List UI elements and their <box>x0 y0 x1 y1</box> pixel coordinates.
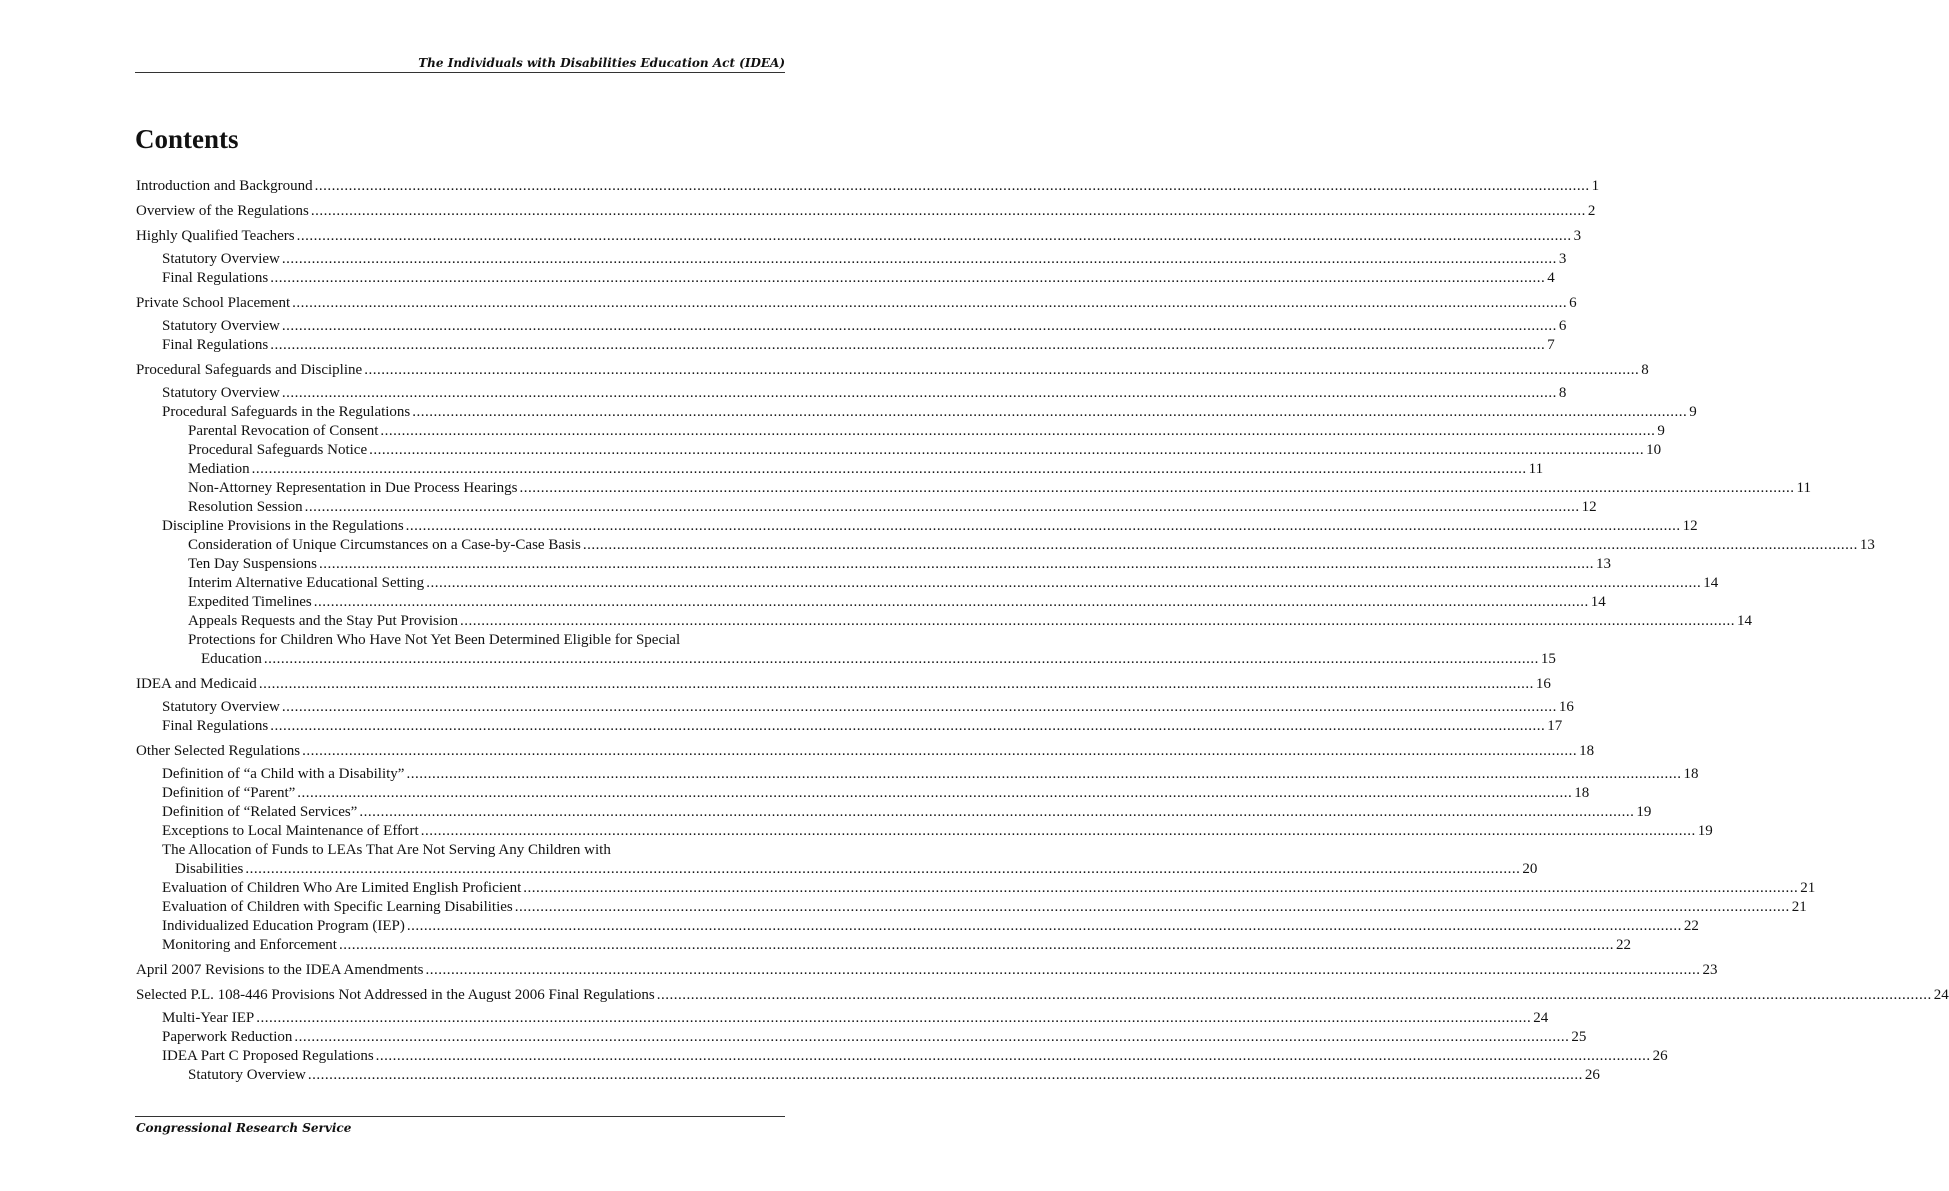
dot-leader: ............................................................................................................................................................................................................................................................................................................ <box>294 1029 1570 1045</box>
toc-page-number: 7 <box>1547 337 1555 353</box>
toc-entry-title: Selected P.L. 108-446 Provisions Not Addressed in the August 2006 Final Regulations <box>136 987 655 1003</box>
toc-page-number: 18 <box>1574 785 1590 801</box>
toc-page-number: 6 <box>1569 295 1577 311</box>
toc-entry[interactable] <box>136 675 1551 694</box>
dot-leader: ............................................................................................................................................................................................................................................................................................................ <box>582 537 1858 553</box>
toc-entry-title: Monitoring and Enforcement <box>162 937 337 953</box>
dot-leader: ............................................................................................................................................................................................................................................................................................................ <box>245 861 1521 877</box>
toc-entry[interactable] <box>136 361 1649 380</box>
toc-entry-title: Interim Alternative Educational Setting <box>188 575 425 591</box>
toc-entry-title: Procedural Safeguards Notice <box>188 442 368 458</box>
toc-entry-title: Other Selected Regulations <box>136 743 301 759</box>
toc-entry-title: Exceptions to Local Maintenance of Effort <box>162 823 419 839</box>
toc-entry[interactable] <box>136 574 1719 593</box>
toc-entry-title: Mediation <box>188 461 250 477</box>
toc-entry-title: IDEA Part C Proposed Regulations <box>162 1048 374 1064</box>
dot-leader: ............................................................................................................................................................................................................................................................................................................ <box>426 575 1702 591</box>
toc-entry-title: Highly Qualified Teachers <box>136 228 295 244</box>
dot-leader: ............................................................................................................................................................................................................................................................................................................ <box>281 318 1557 334</box>
toc-entry-title: Overview of the Regulations <box>136 203 309 219</box>
toc-entry-title: Resolution Session <box>188 499 303 515</box>
toc-page-number: 20 <box>1522 861 1538 877</box>
toc-page-number: 2 <box>1587 203 1596 219</box>
toc-entry-title: Consideration of Unique Circumstances on a Case-by-Case Basis <box>188 537 581 553</box>
toc-page-number: 22 <box>1683 918 1699 934</box>
toc-page-number: 14 <box>1703 575 1719 591</box>
toc-entry[interactable] <box>136 384 1567 403</box>
toc-entry[interactable] <box>136 441 1662 460</box>
running-header-title: The Individuals with Disabilities Education Act (IDEA) <box>418 56 785 70</box>
toc-entry[interactable] <box>136 765 1699 784</box>
toc-entry[interactable] <box>136 961 1718 980</box>
toc-page-number: 19 <box>1697 823 1713 839</box>
toc-page-number: 12 <box>1581 499 1597 515</box>
toc-page-number: 13 <box>1595 556 1611 572</box>
toc-page-number: 11 <box>1528 461 1544 477</box>
toc-page-number: 10 <box>1646 442 1662 458</box>
toc-entry[interactable] <box>136 336 1555 355</box>
toc-page-number: 19 <box>1636 804 1652 820</box>
toc-page-number: 8 <box>1558 385 1567 401</box>
toc-page-number: 6 <box>1558 318 1567 334</box>
dot-leader: ............................................................................................................................................................................................................................................................................................................ <box>281 251 1557 267</box>
toc-page-number: 8 <box>1641 362 1649 378</box>
toc-page-number: 22 <box>1615 937 1631 953</box>
dot-leader: ............................................................................................................................................................................................................................................................................................................ <box>256 1010 1532 1026</box>
toc-entry[interactable] <box>136 698 1574 717</box>
dot-leader: ............................................................................................................................................................................................................................................................................................................ <box>656 987 1932 1003</box>
toc-entry[interactable] <box>136 742 1595 761</box>
toc-entry-title: Multi-Year IEP <box>162 1010 255 1026</box>
toc-entry-title: Evaluation of Children with Specific Learning Disabilities <box>162 899 513 915</box>
toc-entry-continuation: Disabilities <box>175 861 244 877</box>
dot-leader: ............................................................................................................................................................................................................................................................................................................ <box>313 594 1589 610</box>
toc-entry-title: Discipline Provisions in the Regulations <box>162 518 404 534</box>
dot-leader: ............................................................................................................................................................................................................................................................................................................ <box>258 676 1534 692</box>
toc-entry[interactable] <box>136 593 1606 612</box>
toc-entry-title: Final Regulations <box>162 718 269 734</box>
dot-leader: ............................................................................................................................................................................................................................................................................................................ <box>292 295 1568 311</box>
dot-leader: ............................................................................................................................................................................................................................................................................................................ <box>406 766 1682 782</box>
toc-entry[interactable] <box>136 612 1752 631</box>
toc-page-number: 24 <box>1933 987 1949 1003</box>
dot-leader: ............................................................................................................................................................................................................................................................................................................ <box>270 270 1546 286</box>
dot-leader: ............................................................................................................................................................................................................................................................................................................ <box>359 804 1635 820</box>
toc-entry-title: Appeals Requests and the Stay Put Provision <box>188 613 458 629</box>
dot-leader: ............................................................................................................................................................................................................................................................................................................ <box>263 651 1539 667</box>
dot-leader: ............................................................................................................................................................................................................................................................................................................ <box>307 1067 1583 1083</box>
dot-leader: ............................................................................................................................................................................................................................................................................................................ <box>406 918 1682 934</box>
toc-entry-title: Parental Revocation of Consent <box>188 423 379 439</box>
toc-entry-title: Private School Placement <box>136 295 291 311</box>
dot-leader: ............................................................................................................................................................................................................................................................................................................ <box>318 556 1594 572</box>
dot-leader: ............................................................................................................................................................................................................................................................................................................ <box>302 743 1578 759</box>
dot-leader: ............................................................................................................................................................................................................................................................................................................ <box>281 699 1557 715</box>
dot-leader: ............................................................................................................................................................................................................................................................................................................ <box>314 178 1590 194</box>
toc-entry[interactable] <box>136 422 1665 441</box>
toc-entry-title: Non-Attorney Representation in Due Process Hearings <box>188 480 518 496</box>
toc-entry-title: IDEA and Medicaid <box>136 676 257 692</box>
dot-leader: ............................................................................................................................................................................................................................................................................................................ <box>369 442 1645 458</box>
dot-leader: ............................................................................................................................................................................................................................................................................................................ <box>310 203 1586 219</box>
toc-page-number: 21 <box>1791 899 1807 915</box>
toc-entry-title: Statutory Overview <box>188 1067 306 1083</box>
toc-entry-title: Definition of “Parent” <box>162 785 296 801</box>
dot-leader: ............................................................................................................................................................................................................................................................................................................ <box>251 461 1527 477</box>
toc-entry[interactable] <box>136 202 1596 221</box>
toc-entry[interactable] <box>136 986 1949 1005</box>
toc-page-number: 18 <box>1683 766 1699 782</box>
toc-entry-continuation: Education <box>201 651 262 667</box>
toc-entry[interactable] <box>136 517 1698 536</box>
toc-entry[interactable] <box>136 177 1600 196</box>
toc-page-number: 12 <box>1682 518 1698 534</box>
toc-entry[interactable] <box>136 898 1807 917</box>
toc-entry[interactable] <box>136 536 1875 555</box>
toc-entry[interactable] <box>136 803 1652 822</box>
toc-page-number: 3 <box>1558 251 1567 267</box>
toc-entry[interactable] <box>136 936 1631 955</box>
toc-page-number: 1 <box>1591 178 1600 194</box>
toc-entry[interactable] <box>136 822 1713 841</box>
toc-page-number: 9 <box>1689 404 1697 420</box>
toc-entry-title: Paperwork Reduction <box>162 1029 293 1045</box>
toc-page-number: 3 <box>1573 228 1582 244</box>
dot-leader: ............................................................................................................................................................................................................................................................................................................ <box>412 404 1688 420</box>
toc-entry-title: Statutory Overview <box>162 318 280 334</box>
toc-entry-title: Introduction and Background <box>136 178 313 194</box>
dot-leader: ............................................................................................................................................................................................................................................................................................................ <box>281 385 1557 401</box>
toc-entry[interactable] <box>136 784 1590 803</box>
footer-text: Congressional Research Service <box>136 1121 352 1135</box>
dot-leader: ............................................................................................................................................................................................................................................................................................................ <box>523 880 1799 896</box>
toc-entry-title: Evaluation of Children Who Are Limited English Proficient <box>162 880 522 896</box>
table-of-contents <box>136 177 1949 1085</box>
toc-entry-title: April 2007 Revisions to the IDEA Amendments <box>136 962 424 978</box>
toc-page-number: 15 <box>1540 651 1556 667</box>
toc-entry-title: Procedural Safeguards and Discipline <box>136 362 363 378</box>
toc-entry-title: Statutory Overview <box>162 385 280 401</box>
toc-entry[interactable] <box>136 555 1611 574</box>
toc-entry[interactable] <box>136 479 1811 498</box>
footer-rule <box>135 1116 785 1117</box>
toc-entry[interactable] <box>136 860 1538 879</box>
dot-leader: ............................................................................................................................................................................................................................................................................................................ <box>338 937 1614 953</box>
dot-leader: ............................................................................................................................................................................................................................................................................................................ <box>425 962 1701 978</box>
toc-entry[interactable] <box>136 317 1567 336</box>
toc-entry[interactable] <box>136 1047 1668 1066</box>
toc-entry[interactable] <box>136 1066 1600 1085</box>
dot-leader: ............................................................................................................................................................................................................................................................................................................ <box>270 718 1546 734</box>
toc-entry[interactable] <box>136 250 1567 269</box>
toc-page-number: 25 <box>1571 1029 1587 1045</box>
toc-page-number: 24 <box>1533 1010 1549 1026</box>
toc-page-number: 21 <box>1800 880 1816 896</box>
toc-page-number: 26 <box>1652 1048 1668 1064</box>
toc-entry[interactable] <box>136 498 1597 517</box>
toc-entry[interactable] <box>136 403 1697 422</box>
toc-entry-title: Definition of “Related Services” <box>162 804 358 820</box>
toc-page-number: 16 <box>1558 699 1574 715</box>
toc-page-number: 16 <box>1535 676 1551 692</box>
toc-entry[interactable] <box>136 1009 1549 1028</box>
toc-entry[interactable] <box>136 460 1544 479</box>
toc-entry-title: Ten Day Suspensions <box>188 556 317 572</box>
toc-entry-title: Statutory Overview <box>162 699 280 715</box>
toc-page-number: 14 <box>1590 594 1606 610</box>
toc-entry-title[interactable]: The Allocation of Funds to LEAs That Are Not Serving Any Children with <box>162 842 611 858</box>
dot-leader: ............................................................................................................................................................................................................................................................................................................ <box>297 785 1573 801</box>
toc-entry-title: Individualized Education Program (IEP) <box>162 918 405 934</box>
toc-page-number: 17 <box>1547 718 1563 734</box>
header-rule <box>135 72 785 73</box>
dot-leader: ............................................................................................................................................................................................................................................................................................................ <box>296 228 1572 244</box>
toc-entry[interactable] <box>136 879 1816 898</box>
toc-page-number: 13 <box>1859 537 1875 553</box>
dot-leader: ............................................................................................................................................................................................................................................................................................................ <box>380 423 1656 439</box>
dot-leader: ............................................................................................................................................................................................................................................................................................................ <box>270 337 1546 353</box>
toc-page-number: 26 <box>1584 1067 1600 1083</box>
toc-entry[interactable] <box>136 269 1555 288</box>
dot-leader: ............................................................................................................................................................................................................................................................................................................ <box>375 1048 1651 1064</box>
dot-leader: ............................................................................................................................................................................................................................................................................................................ <box>514 899 1790 915</box>
toc-page-number: 4 <box>1547 270 1555 286</box>
page-title: Contents <box>135 124 239 154</box>
toc-entry[interactable] <box>136 227 1582 246</box>
toc-page-number: 9 <box>1657 423 1665 439</box>
toc-page-number: 14 <box>1737 613 1752 629</box>
toc-entry-title: Final Regulations <box>162 337 269 353</box>
toc-entry[interactable] <box>136 294 1577 313</box>
dot-leader: ............................................................................................................................................................................................................................................................................................................ <box>304 499 1580 515</box>
toc-entry-title: Final Regulations <box>162 270 269 286</box>
toc-page-number: 11 <box>1796 480 1811 496</box>
dot-leader: ............................................................................................................................................................................................................................................................................................................ <box>364 362 1640 378</box>
toc-entry-title[interactable]: Protections for Children Who Have Not Yet Been Determined Eligible for Special <box>188 632 681 648</box>
dot-leader: ............................................................................................................................................................................................................................................................................................................ <box>405 518 1681 534</box>
toc-entry[interactable] <box>136 650 1556 669</box>
dot-leader: ............................................................................................................................................................................................................................................................................................................ <box>460 613 1735 629</box>
toc-entry-title: Definition of “a Child with a Disability” <box>162 766 405 782</box>
toc-entry[interactable] <box>136 717 1563 736</box>
toc-entry[interactable] <box>136 917 1699 936</box>
toc-entry-title: Statutory Overview <box>162 251 280 267</box>
toc-entry-title: Procedural Safeguards in the Regulations <box>162 404 411 420</box>
toc-entry-title: Expedited Timelines <box>188 594 312 610</box>
toc-page-number: 23 <box>1702 962 1718 978</box>
dot-leader: ............................................................................................................................................................................................................................................................................................................ <box>519 480 1795 496</box>
toc-entry[interactable] <box>136 1028 1587 1047</box>
dot-leader: ............................................................................................................................................................................................................................................................................................................ <box>420 823 1696 839</box>
toc-page-number: 18 <box>1579 743 1595 759</box>
